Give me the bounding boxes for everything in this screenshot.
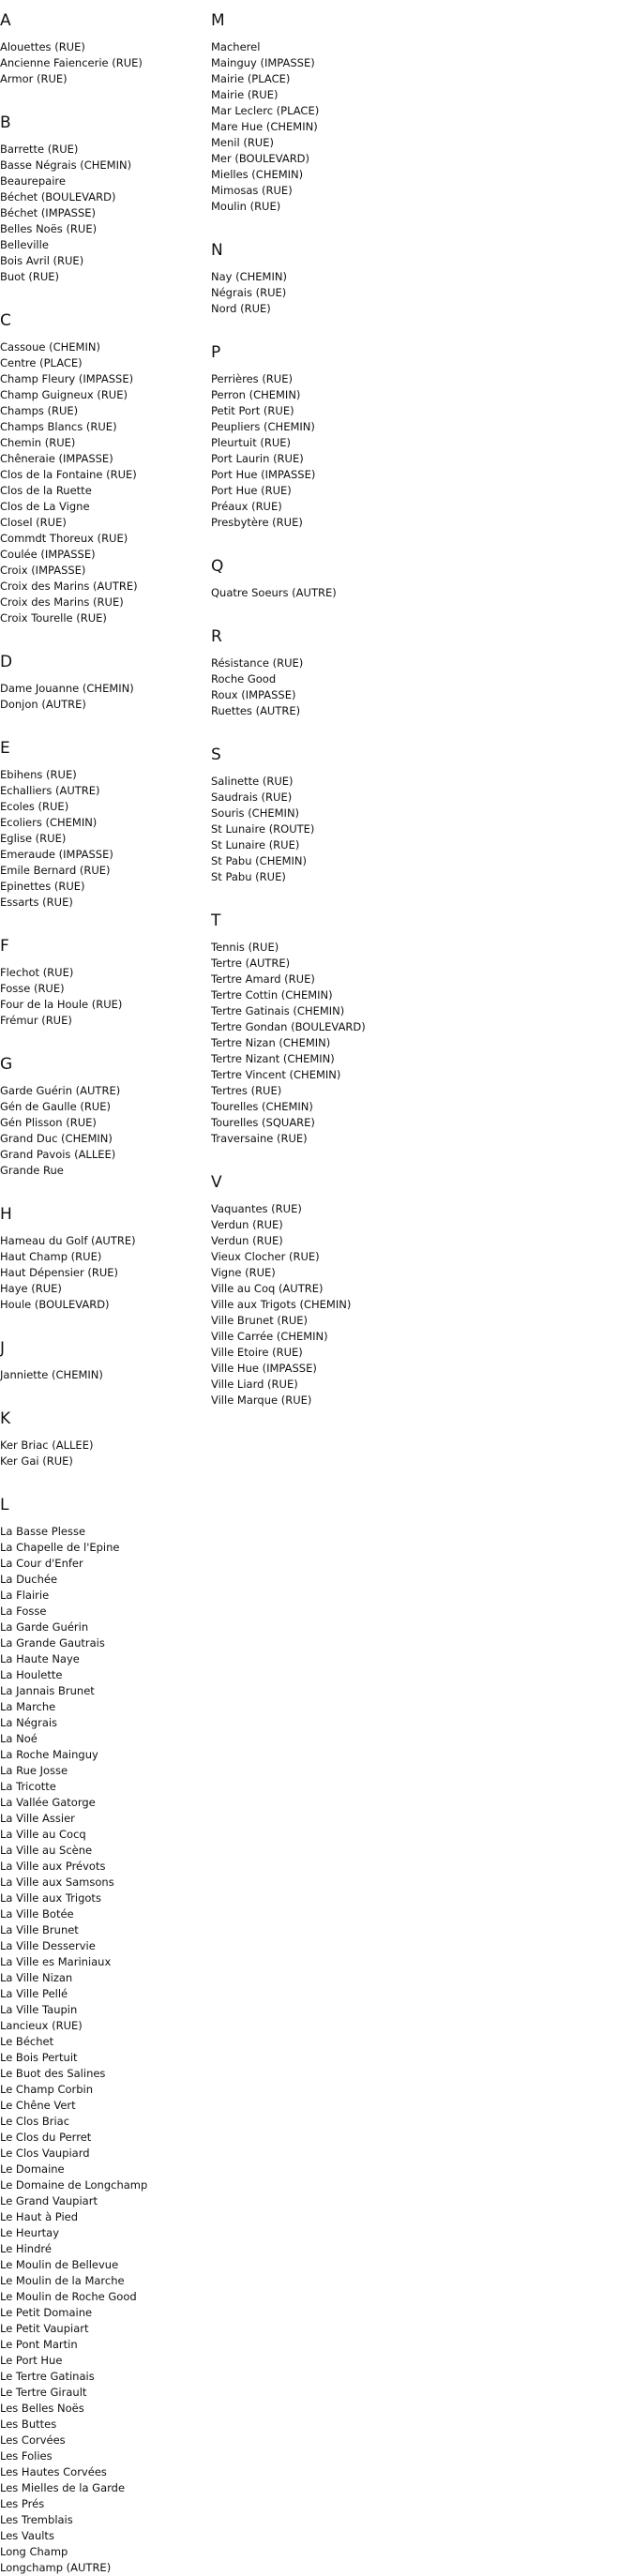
- section-letter-heading: G: [0, 1055, 13, 1074]
- street-link[interactable]: La Garde Guérin: [0, 1620, 89, 1634]
- street-link[interactable]: Mar Leclerc (PLACE): [211, 104, 320, 117]
- street-link[interactable]: Lancieux (RUE): [0, 2019, 83, 2032]
- street-link[interactable]: Le Petit Vaupiart: [0, 2322, 89, 2335]
- street-link[interactable]: Belleville: [0, 238, 49, 251]
- street-link[interactable]: La Basse Plesse: [0, 1525, 86, 1538]
- street-link[interactable]: Tertre Nizan (CHEMIN): [211, 1036, 331, 1049]
- street-link[interactable]: Presbytère (RUE): [211, 516, 303, 529]
- street-link[interactable]: Grande Rue: [0, 1164, 64, 1177]
- street-link[interactable]: Haut Dépensier (RUE): [0, 1266, 119, 1279]
- heading-spacer: [0, 957, 206, 965]
- street-link[interactable]: Ville Marque (RUE): [211, 1393, 312, 1407]
- letter-section: [0, 1408, 206, 1469]
- heading-spacer: [211, 364, 436, 371]
- street-link[interactable]: Closel (RUE): [0, 516, 67, 529]
- street-link[interactable]: La Ville Assier: [0, 1812, 75, 1825]
- street-link[interactable]: Croix des Marins (RUE): [0, 595, 124, 609]
- heading-spacer: [211, 578, 436, 585]
- street-link[interactable]: Le Clos Briac: [0, 2115, 70, 2128]
- street-link[interactable]: Gén Plisson (RUE): [0, 1116, 97, 1129]
- street-link[interactable]: La Ville aux Prévots: [0, 1860, 106, 1873]
- street-link[interactable]: Petit Port (RUE): [211, 404, 294, 417]
- street-link[interactable]: Armor (RUE): [0, 72, 68, 85]
- street-link[interactable]: Belles Noës (RUE): [0, 222, 98, 235]
- street-link[interactable]: Ker Briac (ALLEE): [0, 1439, 94, 1452]
- heading-spacer: [0, 1226, 206, 1233]
- heading-spacer: [211, 262, 436, 269]
- section-letter-heading: H: [0, 1205, 12, 1224]
- street-link[interactable]: St Lunaire (RUE): [211, 838, 300, 851]
- street-link[interactable]: Roche Good: [211, 672, 277, 685]
- section-letter-heading: F: [0, 937, 9, 956]
- street-link[interactable]: Port Hue (RUE): [211, 484, 292, 497]
- heading-spacer: [211, 648, 436, 655]
- street-link[interactable]: La Ville Desservie: [0, 1939, 96, 1952]
- street-link[interactable]: La Rue Josse: [0, 1764, 68, 1777]
- street-link[interactable]: Traversaine (RUE): [211, 1132, 308, 1145]
- street-link[interactable]: Ecoliers (CHEMIN): [0, 816, 98, 829]
- street-link[interactable]: La Tricotte: [0, 1780, 56, 1793]
- street-link[interactable]: Longchamp (AUTRE): [0, 2561, 112, 2574]
- street-link[interactable]: Ruettes (AUTRE): [211, 704, 301, 717]
- street-link[interactable]: Vigne (RUE): [211, 1266, 276, 1279]
- street-link[interactable]: La Ville aux Trigots: [0, 1891, 101, 1905]
- street-link[interactable]: Haye (RUE): [0, 1282, 62, 1295]
- street-link[interactable]: Mimosas (RUE): [211, 184, 293, 197]
- street-link[interactable]: Grand Duc (CHEMIN): [0, 1132, 113, 1145]
- street-link[interactable]: La Ville Taupin: [0, 2003, 78, 2016]
- street-link[interactable]: Champs (RUE): [0, 404, 79, 417]
- street-link[interactable]: Champ Guigneux (RUE): [0, 388, 128, 401]
- section-letter-heading: V: [211, 1173, 222, 1192]
- street-link[interactable]: Mer (BOULEVARD): [211, 152, 310, 165]
- street-link[interactable]: La Ville Pellé: [0, 1987, 68, 2000]
- heading-spacer: [0, 332, 206, 339]
- street-link[interactable]: Echalliers (AUTRE): [0, 784, 100, 797]
- letter-section: [0, 651, 206, 713]
- street-link[interactable]: Le Tertre Girault: [0, 2386, 87, 2399]
- letter-section: [0, 309, 206, 626]
- street-link[interactable]: Frémur (RUE): [0, 1014, 72, 1027]
- left-column: [0, 0, 206, 2576]
- street-link[interactable]: Tourelles (CHEMIN): [211, 1100, 313, 1113]
- street-link[interactable]: Mare Hue (CHEMIN): [211, 120, 318, 133]
- street-link[interactable]: La Marche: [0, 1700, 56, 1713]
- street-link[interactable]: Le Tertre Gatinais: [0, 2370, 95, 2383]
- section-letter-heading: R: [211, 627, 222, 646]
- street-link[interactable]: Fosse (RUE): [0, 982, 65, 995]
- street-link[interactable]: Le Bois Pertuit: [0, 2051, 78, 2064]
- street-link[interactable]: Les Corvées: [0, 2433, 66, 2447]
- street-link[interactable]: Emile Bernard (RUE): [0, 864, 111, 877]
- street-link[interactable]: Perron (CHEMIN): [211, 388, 301, 401]
- street-link[interactable]: La Ville au Cocq: [0, 1828, 86, 1841]
- street-link[interactable]: St Pabu (RUE): [211, 870, 286, 883]
- letter-section: [211, 1171, 436, 1409]
- street-link[interactable]: La Ville es Mariniaux: [0, 1955, 112, 1968]
- street-link[interactable]: Dame Jouanne (CHEMIN): [0, 682, 134, 695]
- street-link[interactable]: Le Clos du Perret: [0, 2131, 92, 2144]
- street-link[interactable]: Le Domaine de Longchamp: [0, 2178, 148, 2192]
- street-link[interactable]: St Pabu (CHEMIN): [211, 854, 308, 867]
- street-link[interactable]: Le Moulin de Bellevue: [0, 2258, 119, 2271]
- street-link[interactable]: Gén de Gaulle (RUE): [0, 1100, 111, 1113]
- street-link[interactable]: La Grande Gautrais: [0, 1636, 105, 1650]
- heading-spacer: [211, 32, 436, 39]
- street-link[interactable]: La Cour d'Enfer: [0, 1557, 83, 1570]
- street-link[interactable]: Peupliers (CHEMIN): [211, 420, 315, 433]
- street-link[interactable]: Grand Pavois (ALLEE): [0, 1148, 116, 1161]
- street-link[interactable]: Les Mielles de la Garde: [0, 2481, 126, 2494]
- street-link[interactable]: Croix des Marins (AUTRE): [0, 580, 138, 593]
- street-link[interactable]: La Ville aux Samsons: [0, 1876, 114, 1889]
- street-link[interactable]: La Duchée: [0, 1573, 58, 1586]
- street-link[interactable]: Tertre Gondan (BOULEVARD): [211, 1020, 366, 1033]
- street-link[interactable]: Le Domaine: [0, 2162, 65, 2176]
- street-link[interactable]: Les Belles Noës: [0, 2402, 84, 2415]
- street-link[interactable]: Le Hindré: [0, 2242, 52, 2255]
- heading-spacer: [0, 134, 206, 142]
- letter-section: [211, 341, 436, 531]
- heading-spacer: [0, 1360, 206, 1367]
- street-link[interactable]: Verdun (RUE): [211, 1234, 283, 1247]
- street-link[interactable]: Champs Blancs (RUE): [0, 420, 117, 433]
- street-link[interactable]: Moulin (RUE): [211, 200, 281, 213]
- street-link[interactable]: Donjon (AUTRE): [0, 698, 86, 711]
- street-link[interactable]: Les Hautes Corvées: [0, 2465, 107, 2478]
- heading-spacer: [211, 766, 436, 774]
- street-link[interactable]: Menil (RUE): [211, 136, 274, 149]
- street-link[interactable]: Centre (PLACE): [0, 356, 83, 369]
- street-link[interactable]: Le Buot des Salines: [0, 2067, 106, 2080]
- street-link[interactable]: Flechot (RUE): [0, 966, 74, 979]
- section-letter-heading: A: [0, 11, 11, 30]
- street-link[interactable]: La Chapelle de l'Epine: [0, 1541, 120, 1554]
- street-link[interactable]: Cassoue (CHEMIN): [0, 340, 100, 354]
- street-link[interactable]: Le Béchet: [0, 2035, 54, 2048]
- street-link[interactable]: Tertre Amard (RUE): [211, 972, 315, 986]
- street-link[interactable]: Perrières (RUE): [211, 372, 293, 385]
- street-link[interactable]: Champ Fleury (IMPASSE): [0, 372, 134, 385]
- street-link[interactable]: Les Prés: [0, 2497, 45, 2510]
- section-letter-heading: J: [0, 1339, 6, 1358]
- street-link[interactable]: La Ville au Scène: [0, 1844, 93, 1857]
- street-link[interactable]: Janniette (CHEMIN): [0, 1368, 103, 1381]
- street-link[interactable]: Hameau du Golf (AUTRE): [0, 1234, 136, 1247]
- letter-section: [211, 9, 436, 215]
- heading-spacer: [211, 932, 436, 940]
- street-link[interactable]: Four de la Houle (RUE): [0, 998, 123, 1011]
- street-link[interactable]: Tennis (RUE): [211, 941, 279, 954]
- street-link[interactable]: Ville au Coq (AUTRE): [211, 1282, 324, 1295]
- letter-section: [0, 935, 206, 1029]
- street-link[interactable]: Buot (RUE): [0, 270, 60, 283]
- street-link[interactable]: Ville Liard (RUE): [211, 1378, 298, 1391]
- street-link[interactable]: Bois Avril (RUE): [0, 254, 84, 267]
- heading-spacer: [0, 1430, 206, 1438]
- street-link[interactable]: Négrais (RUE): [211, 286, 287, 299]
- street-link[interactable]: La Ville Brunet: [0, 1923, 79, 1936]
- street-link[interactable]: Eglise (RUE): [0, 832, 67, 845]
- street-link[interactable]: Roux (IMPASSE): [211, 688, 296, 701]
- street-link[interactable]: Le Heurtay: [0, 2226, 60, 2239]
- street-link[interactable]: La Ville Nizan: [0, 1971, 73, 1984]
- street-link[interactable]: Port Hue (IMPASSE): [211, 468, 316, 481]
- street-link[interactable]: Barrette (RUE): [0, 143, 79, 156]
- heading-spacer: [0, 32, 206, 39]
- letter-section: [0, 1494, 206, 2576]
- street-link[interactable]: Le Pont Martin: [0, 2338, 78, 2351]
- street-link[interactable]: Béchet (BOULEVARD): [0, 190, 116, 203]
- letter-section: [211, 910, 436, 1147]
- street-link[interactable]: Mainguy (IMPASSE): [211, 56, 315, 69]
- heading-spacer: [0, 1076, 206, 1083]
- street-link[interactable]: Vaquantes (RUE): [211, 1202, 302, 1215]
- right-column: [211, 0, 436, 1409]
- street-link[interactable]: Clos de la Fontaine (RUE): [0, 468, 137, 481]
- street-link[interactable]: Ville Carrée (CHEMIN): [211, 1330, 328, 1343]
- street-link[interactable]: Tertre Vincent (CHEMIN): [211, 1068, 341, 1081]
- street-link[interactable]: Le Port Hue: [0, 2354, 63, 2367]
- street-link[interactable]: Nay (CHEMIN): [211, 270, 287, 283]
- heading-spacer: [0, 1516, 206, 1524]
- letter-section: [211, 744, 436, 885]
- letter-section: [0, 1203, 206, 1313]
- section-letter-heading: T: [211, 911, 221, 930]
- street-link[interactable]: Clos de la Ruette: [0, 484, 92, 497]
- street-link[interactable]: Commdt Thoreux (RUE): [0, 532, 128, 545]
- street-link[interactable]: Emeraude (IMPASSE): [0, 848, 113, 861]
- street-link[interactable]: Alouettes (RUE): [0, 40, 85, 53]
- street-link[interactable]: St Lunaire (ROUTE): [211, 822, 315, 836]
- letter-section: [0, 9, 206, 87]
- street-link[interactable]: Le Clos Vaupiard: [0, 2147, 90, 2160]
- letter-section: [0, 737, 206, 911]
- street-link[interactable]: Saudrais (RUE): [211, 791, 293, 804]
- street-link[interactable]: Nord (RUE): [211, 302, 271, 315]
- letter-section: [0, 112, 206, 285]
- street-link[interactable]: Ville Hue (IMPASSE): [211, 1362, 317, 1375]
- street-link[interactable]: Salinette (RUE): [211, 775, 294, 788]
- street-link[interactable]: Le Chêne Vert: [0, 2099, 76, 2112]
- letter-section: [0, 1337, 206, 1383]
- street-link[interactable]: Essarts (RUE): [0, 896, 73, 909]
- street-link[interactable]: Ville Brunet (RUE): [211, 1314, 309, 1327]
- street-link[interactable]: Mairie (PLACE): [211, 72, 291, 85]
- street-link[interactable]: Tertre (AUTRE): [211, 957, 291, 970]
- section-letter-heading: L: [0, 1496, 9, 1514]
- street-link[interactable]: La Négrais: [0, 1716, 58, 1729]
- street-link[interactable]: Croix (IMPASSE): [0, 564, 86, 577]
- street-link[interactable]: Les Folies: [0, 2449, 53, 2463]
- street-link[interactable]: Ebihens (RUE): [0, 768, 77, 781]
- letter-section: [0, 1053, 206, 1179]
- street-link[interactable]: Haut Champ (RUE): [0, 1250, 102, 1263]
- section-letter-heading: D: [0, 653, 13, 671]
- section-letter-heading: K: [0, 1409, 11, 1428]
- street-link[interactable]: Houle (BOULEVARD): [0, 1298, 110, 1311]
- street-link[interactable]: Vieux Clocher (RUE): [211, 1250, 320, 1263]
- letter-section: [211, 239, 436, 317]
- section-letter-heading: S: [211, 746, 221, 764]
- street-link[interactable]: La Noé: [0, 1732, 38, 1745]
- street-link[interactable]: Les Tremblais: [0, 2513, 73, 2526]
- street-link[interactable]: Préaux (RUE): [211, 500, 282, 513]
- street-link[interactable]: Les Vaults: [0, 2529, 54, 2542]
- street-link[interactable]: Croix Tourelle (RUE): [0, 611, 107, 625]
- street-link[interactable]: Tertre Gatinais (CHEMIN): [211, 1004, 345, 1017]
- street-link[interactable]: Béchet (IMPASSE): [0, 206, 97, 219]
- street-link[interactable]: Le Petit Domaine: [0, 2306, 93, 2319]
- street-link[interactable]: Mielles (CHEMIN): [211, 168, 304, 181]
- street-link[interactable]: Epinettes (RUE): [0, 880, 85, 893]
- section-letter-heading: Q: [211, 557, 224, 576]
- street-link[interactable]: La Haute Naye: [0, 1652, 80, 1665]
- street-link[interactable]: Résistance (RUE): [211, 656, 304, 670]
- street-link[interactable]: Ecoles (RUE): [0, 800, 69, 813]
- street-link[interactable]: La Jannais Brunet: [0, 1684, 95, 1697]
- street-link[interactable]: Le Haut à Pied: [0, 2210, 79, 2223]
- street-link[interactable]: Ville aux Trigots (CHEMIN): [211, 1298, 352, 1311]
- street-link[interactable]: Port Laurin (RUE): [211, 452, 304, 465]
- street-link[interactable]: Le Grand Vaupiart: [0, 2194, 98, 2207]
- letter-section: [211, 555, 436, 601]
- street-link[interactable]: Tertre Cottin (CHEMIN): [211, 988, 333, 1002]
- street-link[interactable]: La Fosse: [0, 1604, 47, 1618]
- street-link[interactable]: Tertres (RUE): [211, 1084, 282, 1097]
- street-link[interactable]: Verdun (RUE): [211, 1218, 283, 1231]
- street-link[interactable]: Le Moulin de Roche Good: [0, 2290, 137, 2303]
- street-link[interactable]: Garde Guérin (AUTRE): [0, 1084, 121, 1097]
- street-link[interactable]: Beaurepaire: [0, 174, 66, 188]
- street-link[interactable]: La Flairie: [0, 1589, 50, 1602]
- street-link[interactable]: Clos de La Vigne: [0, 500, 90, 513]
- street-link[interactable]: Chêneraie (IMPASSE): [0, 452, 113, 465]
- street-link[interactable]: Quatre Soeurs (AUTRE): [211, 586, 337, 599]
- street-link[interactable]: La Roche Mainguy: [0, 1748, 98, 1761]
- street-link[interactable]: Ville Etoire (RUE): [211, 1346, 303, 1359]
- street-link[interactable]: Mairie (RUE): [211, 88, 279, 101]
- heading-spacer: [0, 673, 206, 681]
- letter-section: [211, 625, 436, 719]
- street-link[interactable]: La Ville Botée: [0, 1907, 74, 1921]
- street-link[interactable]: La Houlette: [0, 1668, 63, 1681]
- street-link[interactable]: Le Moulin de la Marche: [0, 2274, 125, 2287]
- heading-spacer: [211, 1194, 436, 1201]
- street-link[interactable]: Ancienne Faiencerie (RUE): [0, 56, 143, 69]
- section-letter-heading: P: [211, 343, 221, 362]
- street-link[interactable]: Coulée (IMPASSE): [0, 548, 96, 561]
- street-link[interactable]: Le Champ Corbin: [0, 2083, 94, 2096]
- street-link[interactable]: La Vallée Gatorge: [0, 1796, 96, 1809]
- street-link[interactable]: Tertre Nizant (CHEMIN): [211, 1052, 335, 1065]
- section-letter-heading: C: [0, 311, 11, 330]
- street-link[interactable]: Souris (CHEMIN): [211, 806, 300, 820]
- street-link[interactable]: Les Buttes: [0, 2418, 57, 2431]
- heading-spacer: [0, 760, 206, 767]
- street-link[interactable]: Chemin (RUE): [0, 436, 76, 449]
- section-letter-heading: E: [0, 739, 10, 758]
- street-link[interactable]: Basse Négrais (CHEMIN): [0, 158, 132, 172]
- street-link[interactable]: Macherel: [211, 40, 261, 53]
- street-link[interactable]: Tourelles (SQUARE): [211, 1116, 315, 1129]
- section-letter-heading: M: [211, 11, 225, 30]
- section-letter-heading: N: [211, 241, 223, 260]
- street-link[interactable]: Pleurtuit (RUE): [211, 436, 292, 449]
- street-link[interactable]: Ker Gai (RUE): [0, 1454, 73, 1468]
- street-link[interactable]: Long Champ: [0, 2545, 68, 2558]
- section-letter-heading: B: [0, 113, 11, 132]
